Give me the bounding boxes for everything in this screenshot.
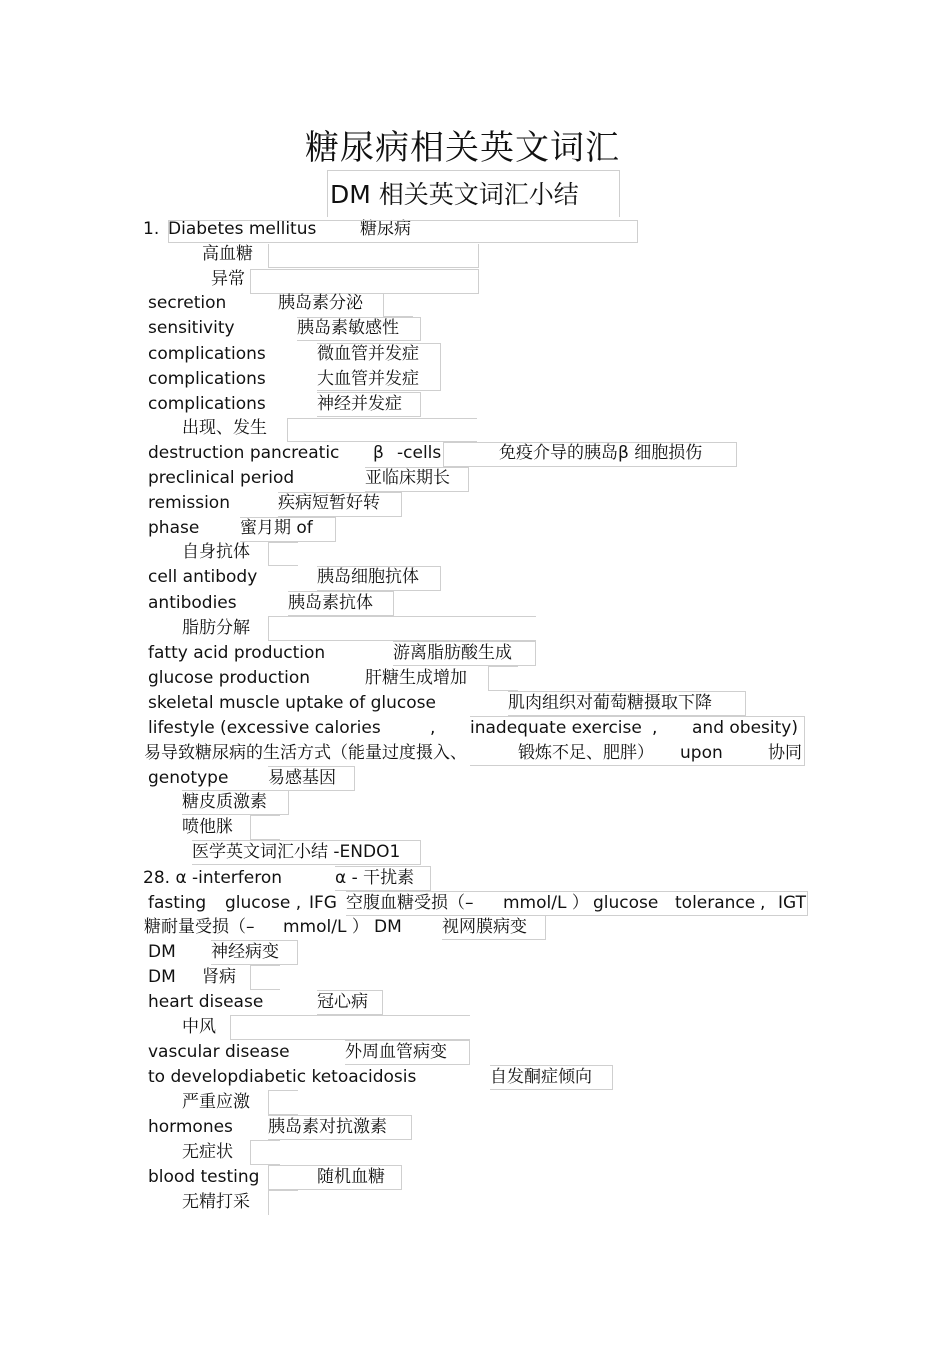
chinese-term: 空腹血糖受损（– [346, 893, 474, 913]
english-term: tolerance [675, 893, 756, 913]
vocab-row [0, 790, 950, 815]
chinese-term: 神经并发症 [317, 394, 402, 414]
english-term: upon [680, 743, 723, 763]
cell-border [490, 1065, 613, 1090]
cell-border [393, 641, 536, 666]
cell-border [268, 1115, 412, 1140]
section-heading: 医学英文词汇小结 -ENDO1 [192, 842, 401, 862]
chinese-term: 冠心病 [317, 992, 368, 1012]
chinese-term: 大血管并发症 [317, 369, 419, 389]
cell-border [268, 616, 536, 641]
english-term: cell antibody [148, 567, 258, 587]
chinese-term: 肌肉组织对葡萄糖摄取下降 [508, 693, 712, 713]
cell-border [443, 442, 737, 467]
cell-border [268, 1190, 298, 1215]
unit-text: mmol/L ） [503, 893, 589, 913]
english-term: heart disease [148, 992, 264, 1012]
english-term: phase [148, 518, 200, 538]
english-term: fasting [148, 893, 207, 913]
punctuation: , [652, 718, 658, 738]
english-term: lifestyle (excessive calories [148, 718, 381, 738]
vocab-row [0, 392, 950, 417]
cell-border [345, 1040, 470, 1065]
chinese-term: 亚临床期长 [365, 468, 450, 488]
cell-border [297, 317, 421, 341]
english-term: antibodies [148, 593, 237, 613]
chinese-term: 胰岛素抗体 [288, 593, 373, 613]
vocab-row [0, 965, 950, 990]
vocab-row [0, 342, 950, 367]
english-term: destruction pancreatic [148, 443, 340, 463]
cell-border [287, 418, 477, 442]
vocab-row [0, 940, 950, 965]
chinese-term: 胰岛素敏感性 [297, 318, 399, 338]
vocab-row [0, 741, 950, 766]
vocab-row [0, 1115, 950, 1140]
english-term: DM [148, 967, 176, 987]
cell-border [508, 691, 746, 716]
vocab-row [0, 1090, 950, 1115]
chinese-term: 糖尿病 [360, 219, 411, 239]
chinese-term: α - 干扰素 [335, 868, 415, 888]
english-term: preclinical period [148, 468, 295, 488]
english-term: vascular disease [148, 1042, 290, 1062]
vocab-row [0, 1040, 950, 1065]
chinese-term: 无精打采 [182, 1192, 250, 1212]
chinese-term: 蜜月期 of [240, 518, 313, 538]
cell-border [230, 1015, 470, 1040]
vocab-row [0, 840, 950, 865]
cell-border [317, 566, 441, 591]
chinese-term: 神经病变 [211, 942, 279, 962]
chinese-term: 游离脂肪酸生成 [393, 643, 512, 663]
document-title: 糖尿病相关英文词汇 [305, 128, 620, 168]
chinese-term: 中风 [182, 1017, 216, 1037]
cell-border [211, 940, 298, 965]
vocab-row [0, 591, 950, 616]
chinese-term: 出现、发生 [182, 418, 267, 438]
english-term: complications [148, 369, 266, 389]
cell-border [168, 220, 638, 243]
vocab-row [0, 1140, 950, 1165]
vocab-row [0, 291, 950, 316]
cell-border [268, 1090, 298, 1115]
english-term: -cells [397, 443, 442, 463]
english-term: and obesity) [692, 718, 798, 738]
vocab-row [0, 316, 950, 341]
english-term: DM [374, 917, 402, 937]
vocab-row [0, 1065, 950, 1090]
english-term: glucose , [225, 893, 302, 913]
chinese-term: 疾病短暂好转 [278, 493, 380, 513]
chinese-term: 肾病 [202, 967, 236, 987]
chinese-term: 协同 [768, 743, 802, 763]
vocab-row [0, 666, 950, 691]
vocab-row [0, 815, 950, 840]
english-term: to developdiabetic ketoacidosis [148, 1067, 417, 1087]
chinese-term: 胰岛素分泌 [278, 293, 363, 313]
vocab-row [0, 367, 950, 392]
chinese-term: 随机血糖 [317, 1167, 385, 1187]
chinese-term: 免疫介导的胰岛β 细胞损伤 [499, 443, 703, 463]
english-term: secretion [148, 293, 227, 313]
punctuation: , [760, 893, 766, 913]
cell-border [346, 891, 808, 916]
item-number: 1. [143, 219, 160, 239]
english-term: complications [148, 344, 266, 364]
chinese-term: 糖耐量受损（– [144, 917, 255, 937]
chinese-term: 肝糖生成增加 [365, 668, 467, 688]
english-term: complications [148, 394, 266, 414]
english-term: blood testing [148, 1167, 260, 1187]
chinese-term: 无症状 [182, 1142, 233, 1162]
vocab-row [0, 516, 950, 541]
cell-border [383, 293, 413, 317]
cell-border [268, 1165, 402, 1190]
english-term: genotype [148, 768, 229, 788]
cell-border [288, 591, 394, 616]
english-term: sensitivity [148, 318, 235, 338]
unit-text: mmol/L ） [283, 917, 369, 937]
chinese-term: 自身抗体 [182, 542, 250, 562]
cell-border [442, 915, 546, 940]
chinese-term: 高血糖 [202, 244, 253, 264]
chinese-term: 胰岛细胞抗体 [317, 567, 419, 587]
section-subtitle: DM 相关英文词汇小结 [327, 170, 620, 217]
vocab-row [0, 491, 950, 516]
chinese-term: 脂肪分解 [182, 618, 250, 638]
chinese-term: 视网膜病变 [442, 917, 527, 937]
english-term: remission [148, 493, 230, 513]
vocab-row [0, 1165, 950, 1190]
cell-border [192, 840, 421, 865]
english-term: hormones [148, 1117, 233, 1137]
cell-border [488, 666, 518, 691]
chinese-term: 易导致糖尿病的生活方式（能量过度摄入、 [144, 743, 467, 763]
cell-border [278, 492, 402, 517]
vocab-row [0, 466, 950, 491]
english-term: IGT [778, 893, 806, 913]
cell-border [240, 517, 336, 542]
cell-border [335, 866, 431, 891]
english-term: DM [148, 942, 176, 962]
vocab-row [0, 540, 950, 565]
english-term: 28. α -interferon [143, 868, 283, 888]
vocab-row [0, 766, 950, 791]
vocab-row [0, 565, 950, 590]
cell-border [250, 965, 280, 990]
cell-border [317, 392, 421, 417]
vocab-row [0, 990, 950, 1015]
cell-border [268, 244, 479, 268]
chinese-term: 易感基因 [268, 768, 336, 788]
english-term: skeletal muscle uptake of glucose [148, 693, 436, 713]
english-term: IFG [309, 893, 337, 913]
cell-border [268, 766, 355, 791]
chinese-term: 锻炼不足、肥胖） [518, 743, 654, 763]
chinese-term: 喷他脒 [182, 817, 233, 837]
cell-border [317, 990, 383, 1015]
greek-letter: β [373, 443, 384, 463]
chinese-term: 糖皮质激素 [182, 792, 267, 812]
chinese-term: 胰岛素对抗激素 [268, 1117, 387, 1137]
chinese-term: 自发酮症倾向 [490, 1067, 592, 1087]
chinese-term: 外周血管病变 [345, 1042, 447, 1062]
vocab-row [0, 1190, 950, 1215]
cell-border [182, 790, 289, 815]
chinese-term: 微血管并发症 [317, 344, 419, 364]
vocab-row [0, 1015, 950, 1040]
cell-border [268, 542, 298, 566]
english-term: fatty acid production [148, 643, 326, 663]
vocab-row [0, 691, 950, 716]
english-term: glucose [593, 893, 659, 913]
punctuation: , [430, 718, 436, 738]
cell-border [250, 1140, 280, 1165]
vocab-row [0, 866, 950, 891]
english-term: glucose production [148, 668, 311, 688]
english-term: inadequate exercise [470, 718, 642, 738]
chinese-term: 严重应激 [182, 1092, 250, 1112]
cell-border [250, 815, 280, 840]
chinese-term: 异常 [211, 269, 245, 289]
cell-border [365, 467, 469, 492]
english-term: Diabetes mellitus [168, 219, 317, 239]
